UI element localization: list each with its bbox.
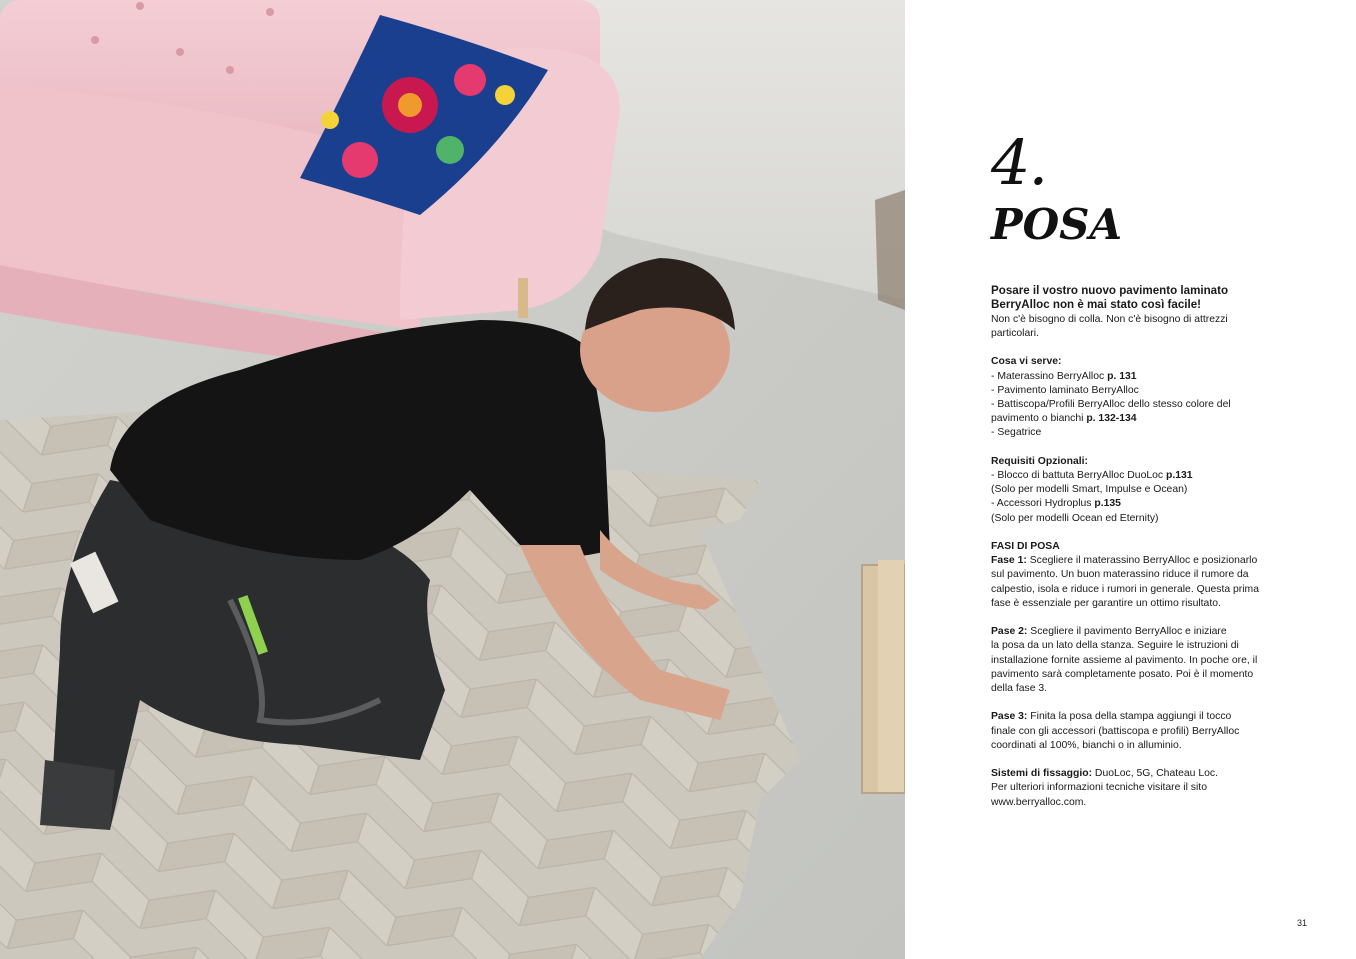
needs-item-3-line-2 — [991, 412, 1291, 426]
website-link: www.berryalloc.com. — [991, 796, 1087, 808]
intro-lead-line-2: BerryAlloc non è mai stato così facile! — [991, 298, 1202, 312]
optional-item-2 — [991, 497, 1291, 511]
needs-item-1-ref: p. 131 — [1107, 370, 1137, 382]
phase-2-line-3: installazione fornite assieme al pavimento. In poche ore, il — [991, 654, 1258, 666]
optional-item-2-ref: p.135 — [1094, 498, 1121, 510]
step-number: 4. — [991, 126, 1047, 199]
optional-item-1 — [991, 469, 1291, 483]
optional-item-2-text: - Accessori Hydroplus — [991, 498, 1095, 510]
optional-item-1-note: (Solo per modelli Smart, Impulse e Ocean) — [991, 484, 1188, 496]
phase-2-text: Scegliere il pavimento BerryAlloc e iniziare — [1027, 626, 1227, 638]
needs-item-2: - Pavimento laminato BerryAlloc — [991, 384, 1139, 396]
phase-1-line-2: sul pavimento. Un buon materassino riduce il rumore da — [991, 569, 1249, 581]
needs-item-3-ref: p. 132-134 — [1086, 413, 1137, 425]
page-number: 31 — [1297, 918, 1308, 928]
phase-3-text: Finita la posa della stampa aggiungi il tocco — [1027, 711, 1232, 723]
phase-3-section — [991, 710, 1291, 753]
phases-section — [991, 540, 1291, 611]
phase-1-line-3: calpestio, isola e riduce i rumori in generale. Questa prima — [991, 583, 1259, 595]
intro-text-line-2: particolari. — [991, 328, 1039, 340]
optional-item-1-ref: p.131 — [1166, 470, 1193, 482]
optional-item-1-text: - Blocco di battuta BerryAlloc DuoLoc — [991, 470, 1166, 482]
intro-text-line-1: Non c'è bisogno di colla. Non c'è bisogno di attrezzi — [991, 313, 1228, 325]
phase-2-line-4: pavimento sarà completamente posato. Poi è il momento — [991, 668, 1254, 680]
systems-info-line-1: Per ulteriori informazioni tecniche visitare il sito — [991, 782, 1207, 794]
phase-2-section — [991, 625, 1291, 696]
systems-section — [991, 767, 1291, 810]
phase-2-label: Pase 2: — [991, 626, 1028, 638]
phase-1-text: Scegliere il materassino BerryAlloc e posizionarlo — [1026, 555, 1258, 567]
needs-item-3-text: pavimento o bianchi — [991, 413, 1087, 425]
phase-1-line-4: fase è essenziale per garantire un ottimo risultato. — [991, 597, 1221, 609]
intro-lead-line-1: Posare il vostro nuovo pavimento laminato — [991, 284, 1229, 297]
needs-item-4: - Segatrice — [991, 427, 1042, 439]
optional-section — [991, 455, 1291, 526]
needs-section — [991, 355, 1291, 440]
systems-label: Sistemi di fissaggio: — [991, 768, 1093, 780]
phase-1-line-1 — [991, 554, 1291, 568]
intro-paragraph — [991, 284, 1291, 341]
phases-heading: FASI DI POSA — [991, 541, 1060, 553]
optional-item-2-note: (Solo per modelli Ocean ed Eternity) — [991, 512, 1159, 524]
needs-item-3-line-1: - Battiscopa/Profili BerryAlloc dello stesso colore del — [991, 399, 1231, 411]
page-title: POSA — [991, 200, 1123, 249]
needs-item-1-text: - Materassino BerryAlloc — [991, 370, 1108, 382]
body-text — [991, 284, 1291, 824]
needs-heading: Cosa vi serve: — [991, 356, 1062, 368]
phase-2-line-1 — [991, 625, 1291, 639]
systems-text: DuoLoc, 5G, Chateau Loc. — [1092, 768, 1218, 780]
phase-3-line-2: finale con gli accessori (battiscopa e profili) BerryAlloc — [991, 725, 1240, 737]
phase-3-line-3: coordinati al 100%, bianchi o in alluminio. — [991, 739, 1182, 751]
phase-1-label: Fase 1: — [991, 555, 1027, 567]
phase-2-line-2: la posa da un lato della stanza. Seguire le istruzioni di — [991, 640, 1239, 652]
systems-line — [991, 767, 1291, 781]
phase-3-label: Pase 3: — [991, 711, 1028, 723]
phase-3-line-1 — [991, 710, 1291, 724]
optional-heading: Requisiti Opzionali: — [991, 455, 1088, 467]
needs-item-1 — [991, 370, 1291, 384]
phase-2-line-5: della fase 3. — [991, 683, 1048, 695]
